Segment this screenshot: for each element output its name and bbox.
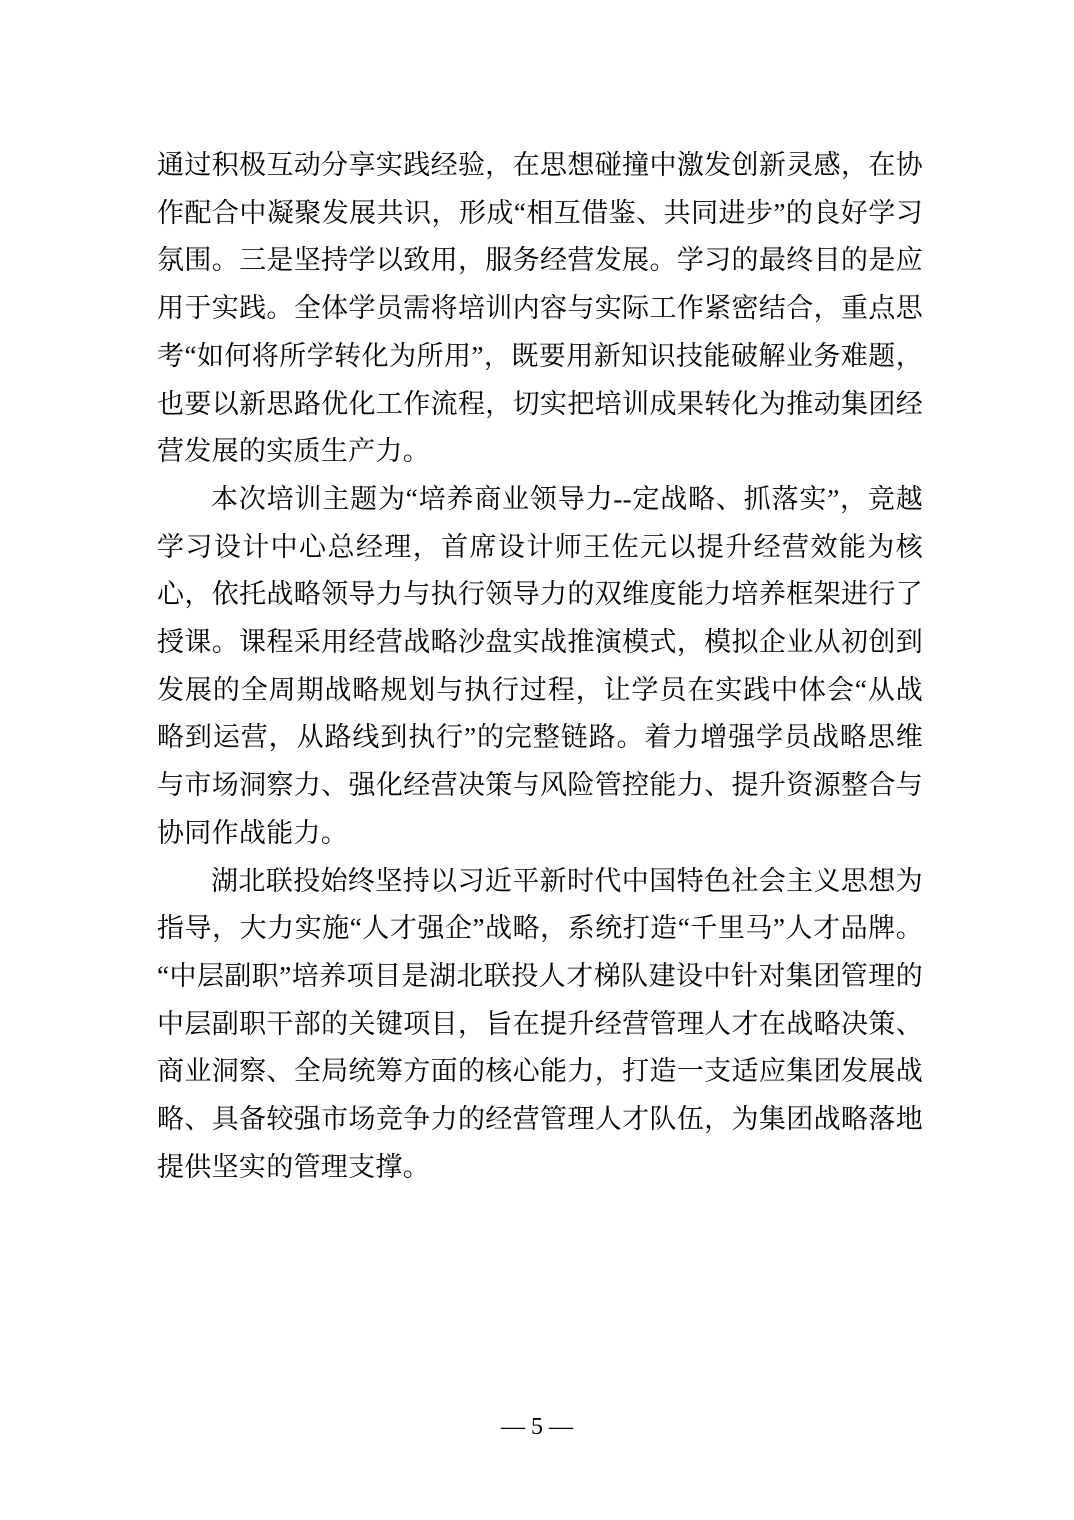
paragraph-training-theme: 本次培训主题为“培养商业领导力--定战略、抓落实”，竞越学习设计中心总经理，首席设计师王佐元以提升经营效能为核心，依托战略领导力与执行领导力的双维度能力培养框架进行了授课。课程采用经营战略沙盘实战推演模式，模拟企业从初创到发展的全周期战略规划与执行过程，让学员在实践中体会“从战略到运营，从路线到执行”的完整链路。着力增强学员战略思维与市场洞察力、强化经营决策与风险管控能力、提升资源整合与协同作战能力。: [157, 483, 923, 848]
paragraph-talent-strategy: 湖北联投始终坚持以习近平新时代中国特色社会主义思想为指导，大力实施“人才强企”战略，系统打造“千里马”人才品牌。“中层副职”培养项目是湖北联投人才梯队建设中针对集团管理的中层副职干部的关键项目，旨在提升经营管理人才在战略决策、商业洞察、全局统筹方面的核心能力，打造一支适应集团发展战略、具备较强市场竞争力的经营管理人才队伍，为集团战略落地提供坚实的管理支撑。: [157, 865, 923, 1182]
page-number: — 5 —: [501, 1414, 573, 1440]
document-body: [157, 142, 923, 1191]
paragraph-continuation: 通过积极互动分享实践经验，在思想碰撞中激发创新灵感，在协作配合中凝聚发展共识，形成“相互借鉴、共同进步”的良好学习氛围。三是坚持学以致用，服务经营发展。学习的最终目的是应用于实践。全体学员需将培训内容与实际工作紧密结合，重点思考“如何将所学转化为所用”，既要用新知识技能破解业务难题，也要以新思路优化工作流程，切实把培训成果转化为推动集团经营发展的实质生产力。: [157, 150, 923, 467]
